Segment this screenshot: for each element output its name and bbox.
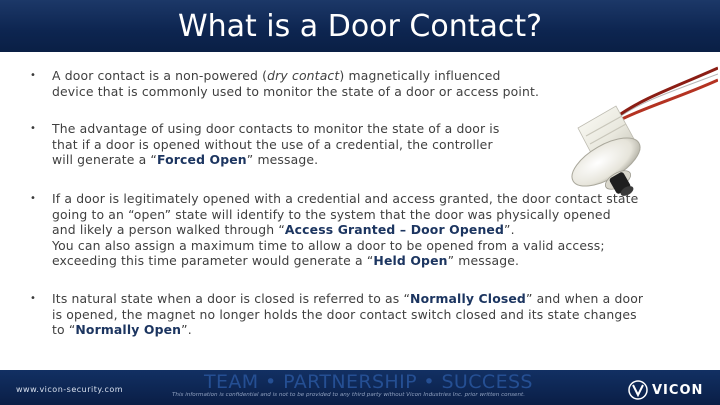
text-segment: You can also assign a maximum time to allow a door to be opened from a valid access;	[52, 237, 605, 253]
bullet-text	[52, 68, 572, 99]
text-segment: The advantage of using door contacts to monitor the state of a door is	[52, 121, 500, 136]
bullet-line	[52, 121, 522, 137]
bullet-marker: •	[30, 293, 36, 304]
bullet-marker: •	[30, 193, 36, 204]
vicon-logo	[628, 377, 703, 403]
text-segment: will generate a “	[52, 152, 157, 168]
emphasis-text: Access Granted – Door Opened	[284, 222, 504, 238]
bullet-line	[52, 152, 522, 168]
text-segment: ”.	[181, 322, 192, 338]
bullet-line	[52, 68, 572, 84]
text-segment: exceeding this time parameter would generate a “	[52, 253, 374, 269]
text-segment: device that is commonly used to monitor the state of a door or access point.	[52, 83, 540, 99]
text-segment: Its natural state when a door is closed is referred to as “	[52, 291, 411, 306]
bullet-marker: •	[30, 70, 36, 81]
emphasis-text: Forced Open	[156, 152, 247, 168]
bullet-line	[52, 253, 692, 269]
text-segment: is opened, the magnet no longer holds the door contact switch closed and its state changes	[52, 306, 637, 322]
text-segment: going to an “open” state will identify to the system that the door was physically opened	[52, 206, 611, 222]
logo-wordmark: VICON	[652, 382, 704, 398]
bullet-line	[52, 291, 702, 307]
footer-legal-notice: This information is confidential and is not to be provided to any third party without Vicon Industries Inc. prior written consent.	[172, 392, 525, 398]
bullet-text	[52, 191, 692, 269]
bullet-text	[52, 121, 522, 168]
bullet-line	[52, 222, 692, 238]
text-segment: that if a door is opened without the use of a credential, the controller	[52, 136, 493, 152]
vicon-logo-icon	[628, 380, 648, 400]
text-segment: ) magnetically influenced	[339, 68, 501, 83]
text-segment: to “	[52, 322, 76, 338]
bullet-line	[52, 307, 702, 323]
bullet-line	[52, 207, 692, 223]
emphasis-text: Normally Open	[75, 322, 182, 338]
bullet-line	[52, 191, 692, 207]
text-segment: If a door is legitimately opened with a credential and access granted, the door contact state	[52, 191, 639, 206]
footer-tagline: TEAM • PARTNERSHIP • SUCCESS	[204, 371, 533, 393]
text-segment: ” message.	[447, 253, 520, 269]
footer-website-link[interactable]: www.vicon-security.com	[16, 385, 124, 394]
text-segment: and likely a person walked through “	[52, 222, 285, 238]
page-title: What is a Door Contact?	[177, 9, 543, 44]
bullet-text	[52, 291, 702, 338]
text-segment: A door contact is a non-powered (	[52, 68, 268, 83]
emphasis-text: Normally Closed	[410, 291, 526, 306]
bullet-marker: •	[30, 123, 36, 134]
door-contact-sensor-image	[548, 58, 718, 198]
bullet-line	[52, 137, 522, 153]
emphasis-text: Held Open	[373, 253, 448, 269]
text-segment: ”.	[504, 222, 515, 238]
bullet-line	[52, 84, 572, 100]
text-segment: ” and when a door	[525, 291, 644, 306]
bullet-line	[52, 238, 692, 254]
italic-text: dry contact	[267, 68, 340, 83]
bullet-line	[52, 322, 702, 338]
text-segment: ” message.	[246, 152, 319, 168]
